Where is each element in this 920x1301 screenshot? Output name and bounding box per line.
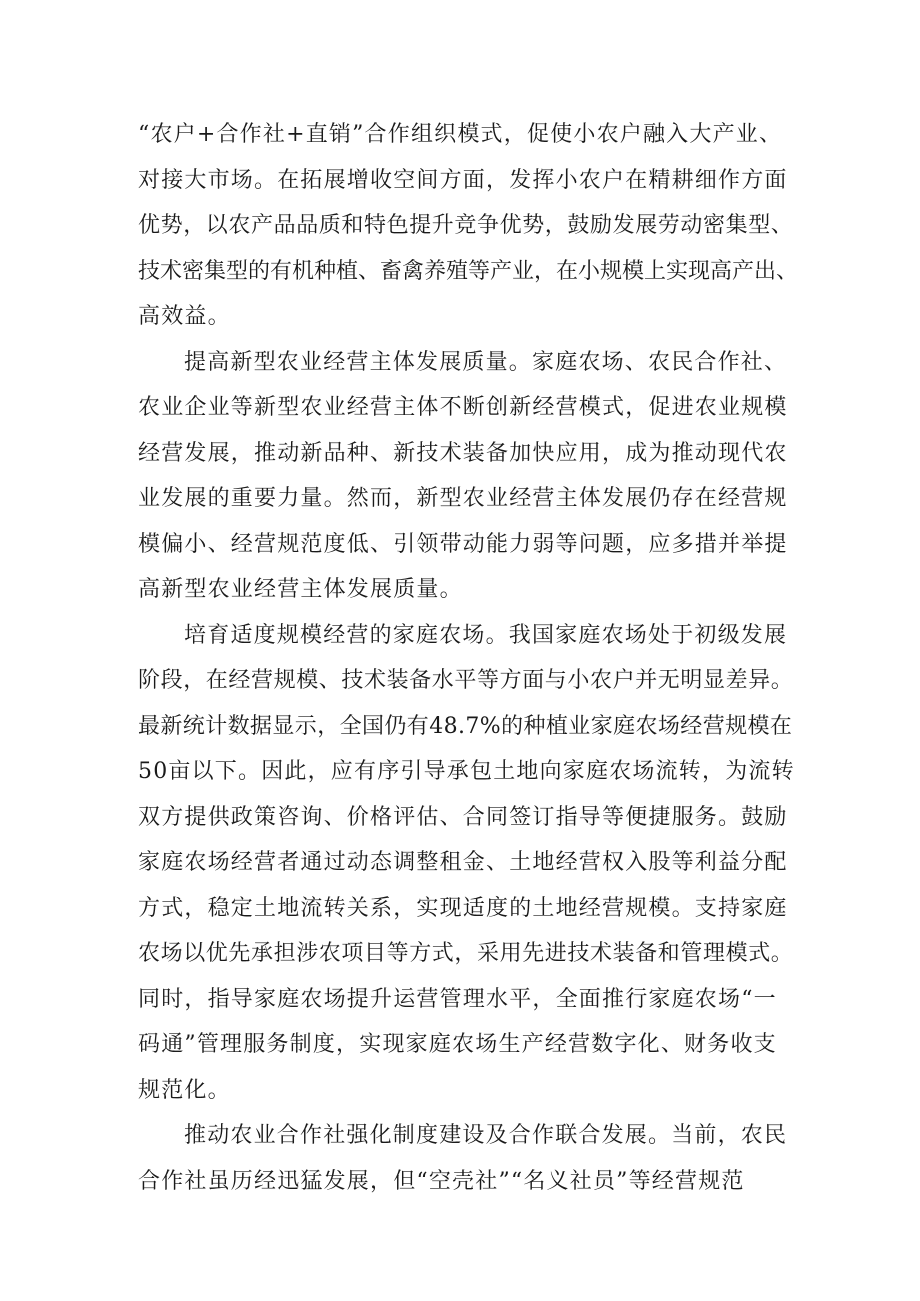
paragraph-first-line: 培育适度规模经营的家庭农场。我国家庭农场处于初级发展 <box>184 622 788 648</box>
text-line: 业发展的重要力量。然而，新型农业经营主体发展仍存在经营规 <box>138 486 788 511</box>
text-line: 合作社虽历经迅猛发展，但“空壳社”“名义社员”等经营规范 <box>138 1168 745 1194</box>
text-line: 方式，稳定土地流转关系，实现适度的土地经营规模。支持家庭 <box>138 895 788 921</box>
text-line: 高效益。 <box>138 304 231 329</box>
text-line: 技术密集型的有机种植、畜禽养殖等产业，在小规模上实现高产出、 <box>138 258 799 284</box>
text-line: “农户+合作社+直销”合作组织模式，促使小农户融入大产业、 <box>138 122 783 147</box>
document-body <box>138 112 798 1204</box>
text-line: 码通”管理服务制度，实现家庭农场生产经营数字化、财务收支 <box>138 1032 777 1057</box>
text-line: 双方提供政策咨询、价格评估、合同签订指导等便捷服务。鼓励 <box>138 804 788 830</box>
text-line: 经营发展，推动新品种、新技术装备加快应用，成为推动现代农 <box>138 440 788 466</box>
text-line: 规范化。 <box>138 1077 231 1103</box>
text-line: 阶段，在经营规模、技术装备水平等方面与小农户并无明显差异。 <box>138 668 794 693</box>
text-line: 家庭农场经营者通过动态调整租金、土地经营权入股等利益分配 <box>138 850 788 875</box>
text-line: 高新型农业经营主体发展质量。 <box>138 577 463 602</box>
text-line: 50亩以下。因此，应有序引导承包土地向家庭农场流转，为流转 <box>138 759 795 784</box>
text-line: 农场以优先承担涉农项目等方式，采用先进技术装备和管理模式。 <box>138 941 794 966</box>
paragraph-first-line: 提高新型农业经营主体发展质量。家庭农场、农民合作社、 <box>184 349 788 375</box>
text-line: 模偏小、经营规范度低、引领带动能力弱等问题，应多措并举提 <box>138 531 788 557</box>
text-line: 农业企业等新型农业经营主体不断创新经营模式，促进农业规模 <box>138 395 788 420</box>
text-line: 优势，以农产品品质和特色提升竞争优势，鼓励发展劳动密集型、 <box>138 213 794 238</box>
text-line: 同时，指导家庭农场提升运营管理水平，全面推行家庭农场“一 <box>138 986 777 1012</box>
text-line: 对接大市场。在拓展增收空间方面，发挥小农户在精耕细作方面 <box>138 167 788 193</box>
text-line: 最新统计数据显示，全国仍有48.7%的种植业家庭农场经营规模在 <box>138 713 793 739</box>
paragraph-first-line: 推动农业合作社强化制度建设及合作联合发展。当前，农民 <box>184 1123 788 1148</box>
